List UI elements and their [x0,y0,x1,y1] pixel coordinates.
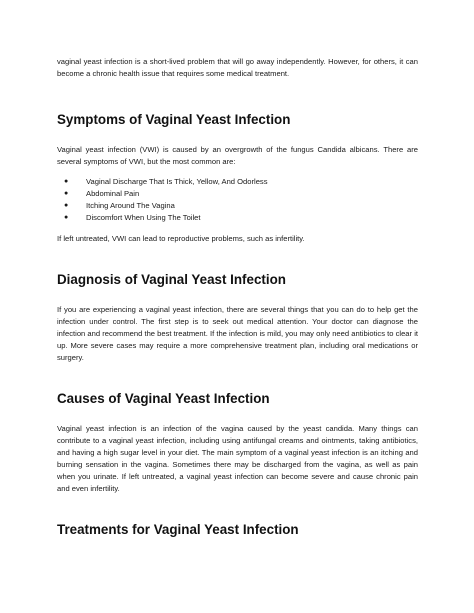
list-item-text: Discomfort When Using The Toilet [86,213,201,222]
bullet-icon: ● [64,202,69,209]
list-item [57,212,418,224]
symptoms-closing: If left untreated, VWI can lead to reproductive problems, such as infertility. [57,234,305,243]
bullet-icon: ● [64,214,69,221]
intro-paragraph: vaginal yeast infection is a short-lived problem that will go away independently. However, for others, it can become a chronic health issue that requires some medical treatment. [57,57,418,78]
symptoms-heading: Symptoms of Vaginal Yeast Infection [57,112,291,127]
bullet-icon: ● [64,178,69,185]
causes-paragraph: Vaginal yeast infection is an infection of the vagina caused by the yeast candida. Many things can contribute to a vaginal yeast infection, including using antifungal creams and ointments, taking antibiotics, and having a high sugar level in your diet. The main symptom of a vaginal yeast infection is an itching and burning sensation in the vagina. Sometimes there may be discharged from the vagina, as well as pain when you urinate. If left untreated, a vaginal yeast infection can become severe and cause chronic pain and even infertility. [57,424,418,493]
document-page [57,56,418,538]
diagnosis-paragraph: If you are experiencing a vaginal yeast infection, there are several things that you can do to help get the infection under control. The first step is to seek out medical attention. Your doctor can diagnose the infection and recommend the best treatment. If the infection is mild, you may only need antibiotics to clear it up. More severe cases may require a more comprehensive treatment plan, including oral medications or surgery. [57,305,418,362]
diagnosis-heading: Diagnosis of Vaginal Yeast Infection [57,272,286,287]
list-item-text: Abdominal Pain [86,189,140,198]
list-item [57,188,418,200]
list-item-text: Itching Around The Vagina [86,201,175,210]
symptoms-list [57,176,418,224]
treatments-heading: Treatments for Vaginal Yeast Infection [57,522,299,537]
bullet-icon: ● [64,190,69,197]
list-item-text: Vaginal Discharge That Is Thick, Yellow, And Odorless [86,177,268,186]
causes-heading: Causes of Vaginal Yeast Infection [57,391,270,406]
list-item [57,176,418,188]
list-item [57,200,418,212]
symptoms-paragraph: Vaginal yeast infection (VWI) is caused by an overgrowth of the fungus Candida albicans. There are several symptoms of VWI, but the most common are: [57,145,418,166]
